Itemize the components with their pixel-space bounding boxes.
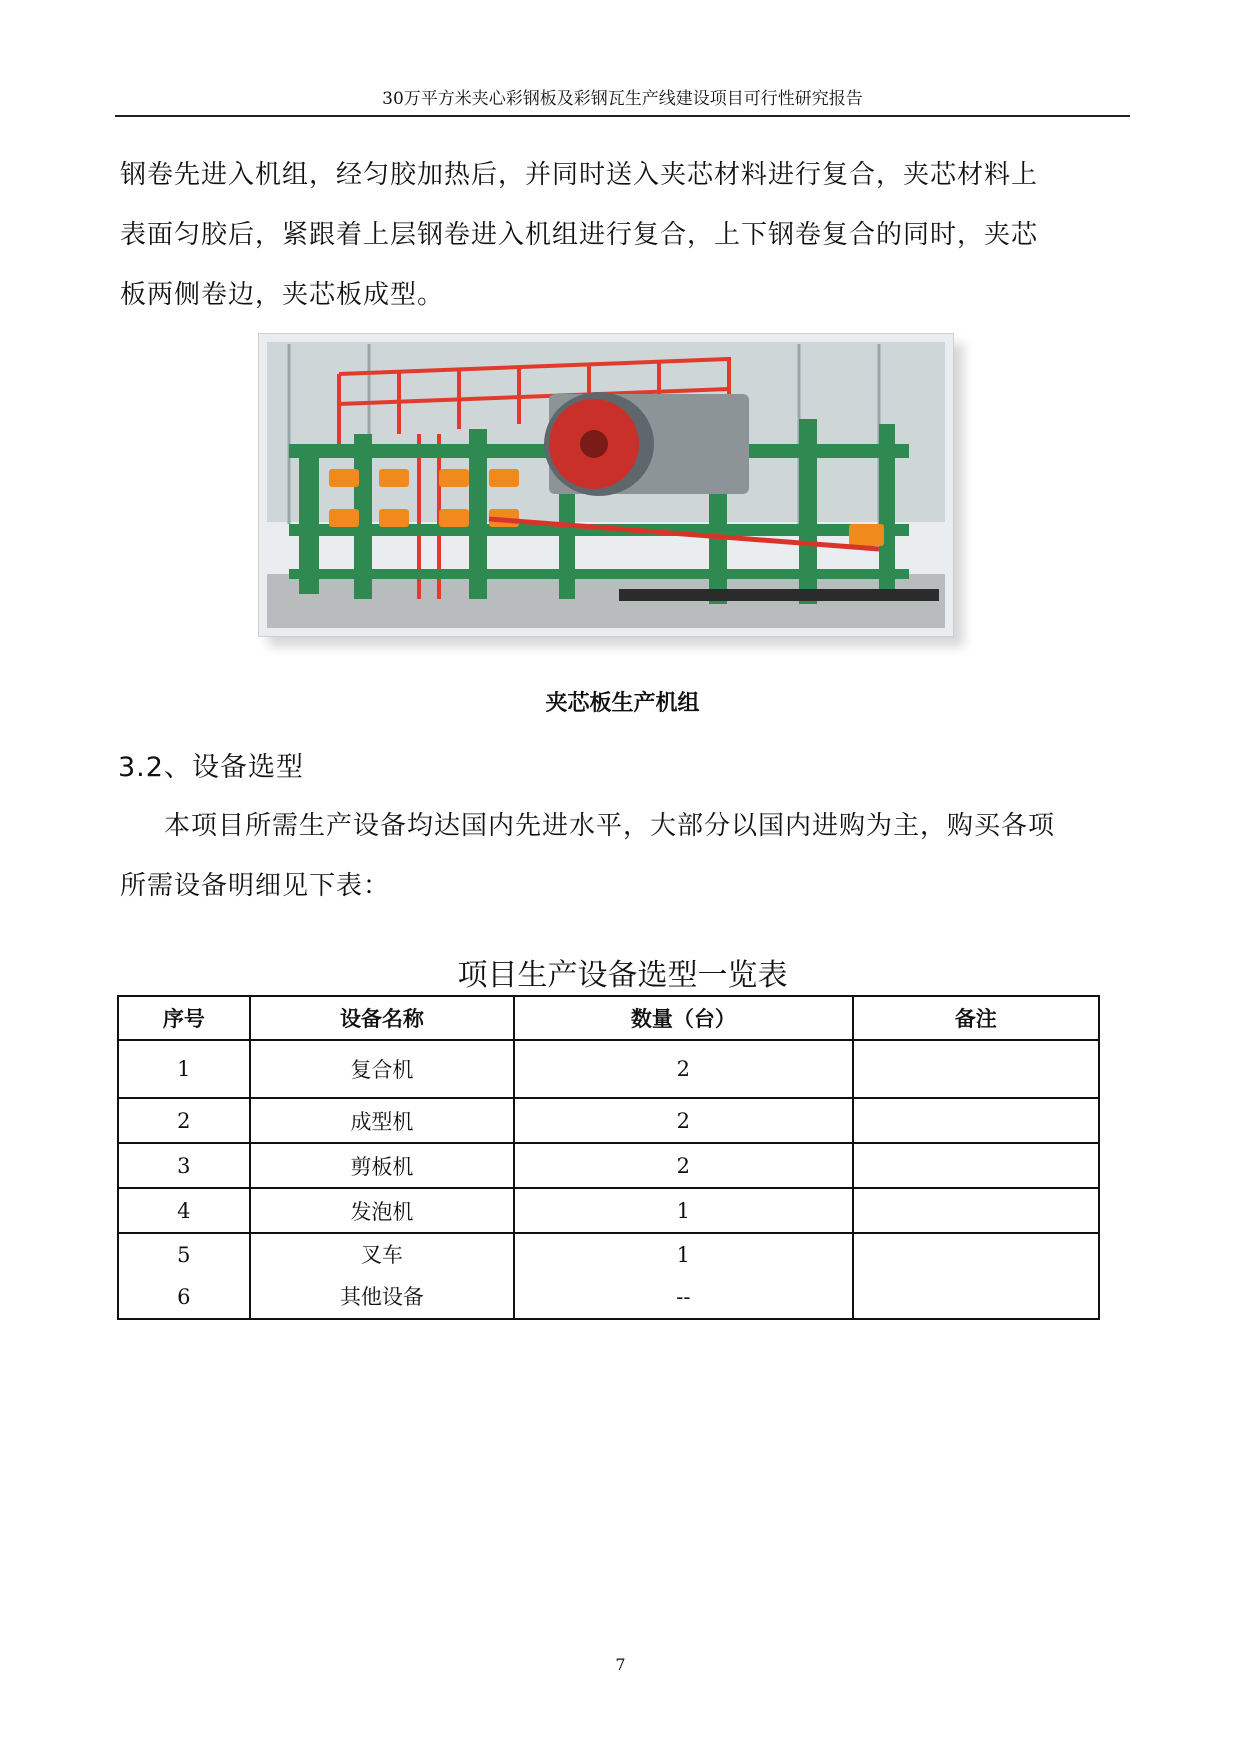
- header-qty: 数量（台）: [514, 996, 852, 1040]
- body-paragraph-line-2: 表面匀胶后，紧跟着上层钢卷进入机组进行复合，上下钢卷复合的同时，夹芯: [120, 220, 1039, 250]
- table-row-merged: [118, 1233, 1099, 1319]
- row-no: 1: [118, 1040, 250, 1098]
- body-paragraph-line-1: 钢卷先进入机组，经匀胶加热后，并同时送入夹芯材料进行复合，夹芯材料上: [120, 160, 1039, 190]
- section-heading: 3.2、设备选型: [118, 752, 304, 783]
- row-note: [853, 1188, 1100, 1233]
- row-name: 发泡机: [250, 1188, 514, 1233]
- header-no: 序号: [118, 996, 250, 1040]
- table-header-row: [118, 996, 1099, 1040]
- figure-caption: 夹芯板生产机组: [545, 691, 700, 716]
- row-note: [853, 1098, 1100, 1143]
- row-no: 5: [177, 1243, 191, 1267]
- row-name: 剪板机: [250, 1143, 514, 1188]
- running-header: 30万平方米夹心彩钢板及彩钢瓦生产线建设项目可行性研究报告: [382, 89, 863, 109]
- row-name: 叉车: [360, 1243, 403, 1267]
- intro-line-2: 所需设备明细见下表：: [120, 871, 391, 901]
- row-note: [853, 1040, 1100, 1098]
- row-no: 2: [118, 1098, 250, 1143]
- body-paragraph-line-3: 板两侧卷边，夹芯板成型。: [120, 280, 445, 310]
- row-no: 6: [177, 1285, 191, 1309]
- table-row: [118, 1143, 1099, 1188]
- row-qty: --: [676, 1285, 691, 1309]
- row-qty: 2: [514, 1040, 852, 1098]
- table-row: [118, 1098, 1099, 1143]
- table-title: 项目生产设备选型一览表: [457, 958, 788, 993]
- row-qty: 2: [514, 1098, 852, 1143]
- row-name: 成型机: [250, 1098, 514, 1143]
- header-rule: [115, 115, 1130, 117]
- intro-line-1: 本项目所需生产设备均达国内先进水平，大部分以国内进购为主，购买各项: [164, 811, 1056, 841]
- row-name-stack: [250, 1233, 514, 1319]
- row-qty: 2: [514, 1143, 852, 1188]
- row-no: 3: [118, 1143, 250, 1188]
- production-line-photo: [258, 333, 954, 637]
- row-name: 其他设备: [339, 1285, 424, 1309]
- header-name: 设备名称: [250, 996, 514, 1040]
- row-qty-stack: [514, 1233, 852, 1319]
- row-note: [853, 1143, 1100, 1188]
- table-row: [118, 1040, 1099, 1098]
- row-name: 复合机: [250, 1040, 514, 1098]
- header-note: 备注: [853, 996, 1100, 1040]
- row-qty: 1: [514, 1188, 852, 1233]
- page-number: 7: [615, 1655, 626, 1674]
- row-no-stack: [118, 1233, 250, 1319]
- equipment-table: [117, 995, 1100, 1320]
- row-qty: 1: [676, 1243, 691, 1267]
- table-row: [118, 1188, 1099, 1233]
- row-no: 4: [118, 1188, 250, 1233]
- row-note-stack: [853, 1233, 1100, 1319]
